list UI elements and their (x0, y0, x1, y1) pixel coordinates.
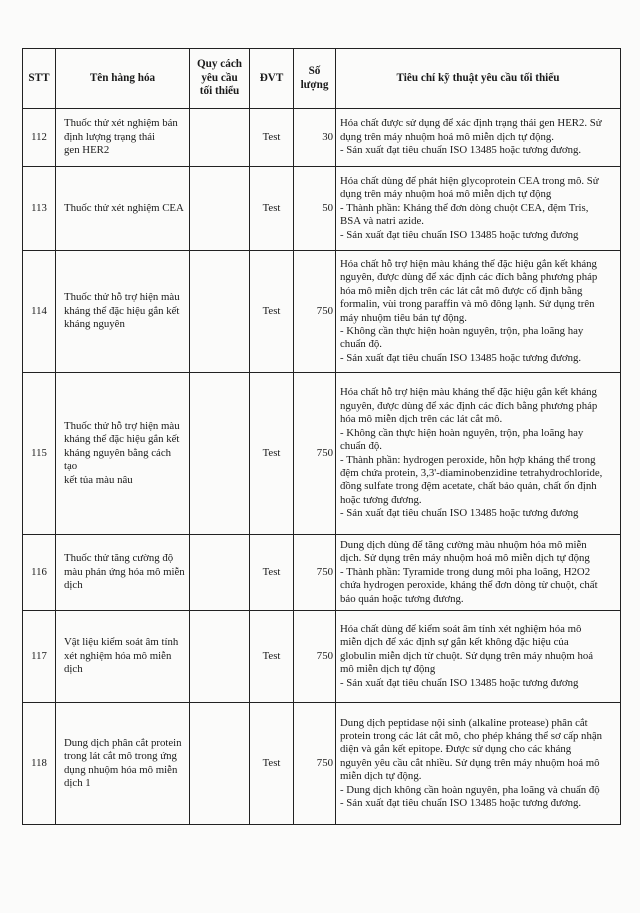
criteria-line: diện và gắn kết epitope. Được sử dụng cho các kháng (340, 743, 572, 756)
row-unit: Test (250, 251, 294, 373)
criteria-line: hóa mô miễn dịch trên các lát cắt mô được cố định bằng (340, 284, 583, 297)
row-quantity: 30 (294, 109, 336, 167)
header-spec-min-line: tối thiểu (199, 85, 240, 98)
row-criteria (336, 251, 621, 373)
criteria-line: - Sản xuất đạt tiêu chuẩn ISO 13485 hoặc tương đương. (340, 797, 582, 810)
criteria-line: nguyên, được dùng để xác định các đích bằng phương pháp (340, 399, 598, 412)
header-name: Tên hàng hóa (56, 49, 190, 109)
criteria-line: Hóa chất dùng để kiểm soát âm tính xét nghiệm hóa mô (340, 622, 582, 635)
row-spec-min (190, 167, 250, 251)
item-name-line: màu phản ứng hóa mô miễn (64, 565, 185, 578)
criteria-line: chuẩn độ. (340, 440, 382, 453)
header-quantity-line: Số (308, 64, 321, 77)
criteria-line: mô miễn dịch tự động (340, 663, 436, 676)
criteria-line: miễn dịch để xác định sự gắn kết không đặc hiệu của (340, 636, 569, 649)
item-name-line: dụng nhuộm hóa mô miễn (64, 763, 178, 776)
row-unit: Test (250, 535, 294, 611)
criteria-line: - Sản xuất đạt tiêu chuẩn ISO 13485 hoặc tương đương (340, 228, 579, 241)
criteria-line: Dung dịch peptidase nội sinh (alkaline protease) phân cắt (340, 716, 588, 729)
row-criteria (336, 703, 621, 825)
table-row (23, 535, 621, 611)
item-name-line: Dung dịch phân cắt protein (64, 736, 182, 749)
header-stt: STT (23, 49, 56, 109)
row-item-name (56, 251, 190, 373)
table-row (23, 167, 621, 251)
criteria-line: hoặc tương đương. (340, 493, 422, 506)
row-quantity: 750 (294, 703, 336, 825)
item-name-line: kết tủa màu nâu (64, 473, 133, 486)
item-name-line: Thuốc thử xét nghiệm CEA (64, 201, 184, 214)
row-criteria (336, 373, 621, 535)
criteria-line: - Sản xuất đạt tiêu chuẩn ISO 13485 hoặc tương đương. (340, 351, 582, 364)
criteria-line: bảo quản hoặc tương đương. (340, 592, 464, 605)
header-spec-min-line: Quy cách (196, 58, 243, 71)
row-item-name (56, 373, 190, 535)
header-quantity-line: lượng (300, 78, 329, 91)
row-stt: 112 (23, 109, 56, 167)
item-name-line: trong lát cắt mô trong ứng (64, 750, 177, 763)
item-name-line: Thuốc thử hỗ trợ hiện màu (64, 291, 180, 304)
table-row (23, 251, 621, 373)
row-item-name (56, 611, 190, 703)
item-name-line: kháng thể đặc hiệu gắn kết (64, 433, 180, 446)
criteria-line: Hóa chất dùng để phát hiện glycoprotein CEA trong mô. Sử (340, 174, 599, 187)
row-spec-min (190, 251, 250, 373)
row-criteria (336, 611, 621, 703)
row-spec-min (190, 109, 250, 167)
row-criteria (336, 535, 621, 611)
criteria-line: - Thành phần: Tyramide trong dung môi pha loãng, H2O2 (340, 565, 591, 578)
criteria-line: - Sản xuất đạt tiêu chuẩn ISO 13485 hoặc tương đương (340, 507, 579, 520)
table-row (23, 109, 621, 167)
item-name-line: kháng thể đặc hiệu gắn kết (64, 304, 180, 317)
row-stt: 118 (23, 703, 56, 825)
item-name-line: Thuốc thử xét nghiệm bán (64, 117, 178, 130)
row-spec-min (190, 611, 250, 703)
row-quantity: 50 (294, 167, 336, 251)
row-criteria (336, 167, 621, 251)
criteria-line: BSA và natri azide. (340, 215, 424, 228)
header-unit: ĐVT (250, 49, 294, 109)
row-quantity: 750 (294, 373, 336, 535)
row-unit: Test (250, 703, 294, 825)
header-quantity (294, 49, 336, 109)
criteria-line: dụng trên máy nhuộm hoá mô miễn dịch tự động (340, 188, 552, 201)
item-name-line: Vật liệu kiểm soát âm tính (64, 636, 179, 649)
item-name-line: Thuốc thử hỗ trợ hiện màu (64, 419, 180, 432)
criteria-line: Dung dịch dùng để tăng cường màu nhuộm hóa mô miễn (340, 538, 587, 551)
row-unit: Test (250, 373, 294, 535)
row-spec-min (190, 703, 250, 825)
table-row (23, 703, 621, 825)
criteria-line: globulin miễn dịch từ chuột. Sử dụng trên máy nhuộm hoá (340, 649, 594, 662)
item-name-line: dịch 1 (64, 776, 91, 789)
item-name-line: gen HER2 (64, 144, 110, 157)
item-name-line: Thuốc thử tăng cường độ (64, 552, 174, 565)
criteria-line: dịch. Sử dụng trên máy nhuộm hoá mô miễn dịch tự động (340, 552, 590, 565)
criteria-line: miễn dịch tự động. (340, 770, 422, 783)
criteria-line: chuẩn độ. (340, 338, 382, 351)
criteria-line: - Không cần thực hiện hoàn nguyên, trộn, pha loãng hay (340, 324, 584, 337)
row-unit: Test (250, 611, 294, 703)
row-quantity: 750 (294, 251, 336, 373)
table-row (23, 611, 621, 703)
item-name-line: định lượng trạng thái (64, 130, 156, 143)
table-row (23, 373, 621, 535)
row-quantity: 750 (294, 535, 336, 611)
criteria-line: đồng sulfate trong đệm acetate, chất bảo quản, chất ổn định (340, 480, 597, 493)
header-spec-min-line: yêu cầu (201, 71, 238, 84)
row-stt: 113 (23, 167, 56, 251)
row-stt: 116 (23, 535, 56, 611)
row-stt: 117 (23, 611, 56, 703)
row-spec-min (190, 373, 250, 535)
row-criteria (336, 109, 621, 167)
criteria-line: - Thành phần: Kháng thể đơn dòng chuột CEA, đệm Tris, (340, 201, 589, 214)
criteria-line: - Sản xuất đạt tiêu chuẩn ISO 13485 hoặc tương đương. (340, 144, 582, 157)
criteria-line: Hóa chất hỗ trợ hiện màu kháng thể đặc hiệu gắn kết kháng (340, 386, 597, 399)
criteria-line: formalin, vùi trong paraffin và mô đông lạnh. Sử dụng trên (340, 298, 595, 311)
row-unit: Test (250, 167, 294, 251)
row-item-name (56, 167, 190, 251)
row-item-name (56, 703, 190, 825)
item-name-line: kháng nguyên bằng cách tạo (64, 446, 172, 473)
row-stt: 115 (23, 373, 56, 535)
criteria-line: đệm chứa protein, 3,3'-diaminobenzidine tetrahydrochloride, (340, 466, 603, 479)
criteria-line: Hóa chất hỗ trợ hiện màu kháng thể đặc hiệu gắn kết kháng (340, 257, 597, 270)
criteria-line: hóa mô miễn dịch trên các lát cắt mô. (340, 413, 503, 426)
technical-spec-table (22, 48, 621, 825)
item-name-line: xét nghiệm hóa mô miễn dịch (64, 649, 172, 676)
criteria-line: - Thành phần: hydrogen peroxide, hỗn hợp kháng thể trong (340, 453, 596, 466)
criteria-line: chứa hydrogen peroxide, kháng thể đơn dòng từ chuột, chất (340, 579, 598, 592)
row-stt: 114 (23, 251, 56, 373)
row-spec-min (190, 535, 250, 611)
row-quantity: 750 (294, 611, 336, 703)
criteria-line: dụng trên máy nhuộm hoá mô miễn dịch tự động. (340, 130, 554, 143)
criteria-line: máy nhuộm tiêu bản tự động. (340, 311, 468, 324)
row-unit: Test (250, 109, 294, 167)
row-item-name (56, 109, 190, 167)
criteria-line: protein trong các lát cắt mô, cho phép kháng thể sơ cấp nhận (340, 729, 603, 742)
criteria-line: nguyên, được dùng để xác định các đích bằng phương pháp (340, 271, 598, 284)
criteria-line: - Dung dịch không cần hoàn nguyên, pha loãng và chuẩn độ (340, 783, 600, 796)
criteria-line: nguyên yêu cầu cắt nhiều. Sử dụng trên máy nhuộm hoá mô (340, 756, 600, 769)
item-name-line: dịch (64, 579, 83, 592)
criteria-line: - Không cần thực hiện hoàn nguyên, trộn, pha loãng hay (340, 426, 584, 439)
header-criteria: Tiêu chí kỹ thuật yêu cầu tối thiểu (336, 49, 621, 109)
table-header-row (23, 49, 621, 109)
criteria-line: Hóa chất được sử dụng để xác định trạng thái gen HER2. Sử (340, 117, 602, 130)
header-spec-min (190, 49, 250, 109)
criteria-line: - Sản xuất đạt tiêu chuẩn ISO 13485 hoặc tương đương (340, 676, 579, 689)
item-name-line: kháng nguyên (64, 318, 125, 331)
row-item-name (56, 535, 190, 611)
